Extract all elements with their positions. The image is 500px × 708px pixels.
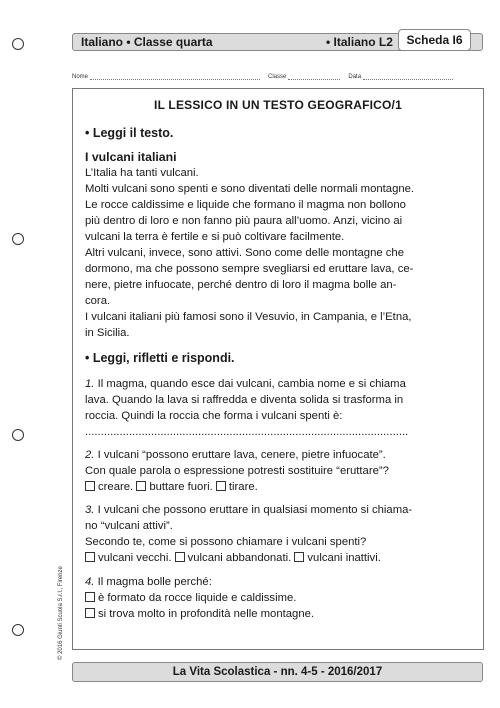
class-field[interactable] bbox=[288, 73, 340, 80]
subject-label: Italiano • Classe quarta bbox=[81, 35, 213, 49]
question-3: 3. I vulcani che possono eruttare in qualsiasi momento si chiama- no “vulcani attivi”. Secondo te, come si possono chiamare i vulcani spenti? vulcani vecchi. vulcani abbandonati. vulcani inattivi. bbox=[85, 504, 413, 564]
question-number: 4. bbox=[85, 576, 95, 588]
sheet-tab: Scheda I6 bbox=[398, 29, 471, 51]
text-line: dormono, ma che possono sempre svegliarsi ed eruttare lava, ce- bbox=[85, 263, 414, 275]
text-line: Molti vulcani sono spenti e sono diventati delle normali montagne. bbox=[85, 183, 415, 195]
text-line: Altri vulcani, invece, sono attivi. Sono come delle montagne che bbox=[85, 247, 404, 259]
text-line: Le rocce caldissime e liquide che formano il magma non bollono bbox=[85, 199, 406, 211]
text-line: L’Italia ha tanti vulcani. bbox=[85, 167, 199, 179]
answer-line[interactable]: ....................................................................................................... bbox=[85, 426, 409, 438]
checkbox[interactable] bbox=[85, 552, 95, 562]
student-fields bbox=[72, 66, 483, 80]
binder-hole-4 bbox=[12, 624, 24, 636]
checkbox[interactable] bbox=[136, 481, 146, 491]
question-number: 1. bbox=[85, 378, 95, 390]
reading-text bbox=[85, 149, 414, 341]
text-line: vulcani la terra è fertile e si può coltivare facilmente. bbox=[85, 231, 345, 243]
worksheet-title: IL LESSICO IN UN TESTO GEOGRAFICO/1 bbox=[154, 98, 402, 112]
worksheet-frame bbox=[72, 88, 484, 650]
checkbox[interactable] bbox=[294, 552, 304, 562]
checkbox[interactable] bbox=[216, 481, 226, 491]
binder-hole-2 bbox=[12, 233, 24, 245]
text-line: più dentro di loro e non fanno più paura all’uomo. Anzi, vicino ai bbox=[85, 215, 403, 227]
option-row: si trova molto in profondità nelle montagne. bbox=[85, 606, 314, 622]
course-label: • Italiano L2 bbox=[326, 35, 393, 49]
option-row: vulcani vecchi. vulcani abbandonati. vulcani inattivi. bbox=[85, 550, 412, 566]
question-4: 4. Il magma bolle perché: è formato da rocce liquide e caldissime. si trova molto in profondità nelle montagne. bbox=[85, 576, 315, 620]
date-field[interactable] bbox=[363, 73, 453, 80]
checkbox[interactable] bbox=[85, 608, 95, 618]
instruction-answer: • Leggi, rifletti e rispondi. bbox=[85, 351, 235, 365]
date-label: Data bbox=[348, 74, 362, 80]
binder-hole-1 bbox=[12, 38, 24, 50]
text-line: cora. bbox=[85, 295, 111, 307]
question-number: 3. bbox=[85, 504, 95, 516]
question-2: 2. I vulcani “possono eruttare lava, cenere, pietre infuocate”. Con quale parola o espressione potresti sostituire “eruttare”? creare. buttare fuori. tirare. bbox=[85, 449, 389, 493]
option-row: creare. buttare fuori. tirare. bbox=[85, 479, 389, 495]
question-1: 1. Il magma, quando esce dai vulcani, cambia nome e si chiama lava. Quando la lava si raffredda e diventa solida si trasforma in roccia. Quindi la roccia che forma i vulcani spenti è: ....................................................................................................... bbox=[85, 376, 465, 440]
instruction-read: • Leggi il testo. bbox=[85, 126, 174, 140]
name-field[interactable] bbox=[90, 73, 260, 80]
text-heading: I vulcani italiani bbox=[85, 150, 177, 164]
checkbox[interactable] bbox=[85, 481, 95, 491]
option-row: è formato da rocce liquide e caldissime. bbox=[85, 590, 314, 606]
text-line: in Sicilia. bbox=[85, 327, 130, 339]
footer-bar: La Vita Scolastica - nn. 4-5 - 2016/2017 bbox=[72, 662, 483, 682]
text-line: I vulcani italiani più famosi sono il Vesuvio, in Campania, e l’Etna, bbox=[85, 311, 412, 323]
text-line: nere, pietre infuocate, perché dentro di loro il magma bolle an- bbox=[85, 279, 397, 291]
copyright-notice: © 2016 Giunti Scuola S.r.l., Firenze bbox=[58, 566, 64, 660]
binder-hole-3 bbox=[12, 429, 24, 441]
class-label: Classe bbox=[268, 74, 287, 80]
question-number: 2. bbox=[85, 449, 95, 461]
checkbox[interactable] bbox=[175, 552, 185, 562]
checkbox[interactable] bbox=[85, 592, 95, 602]
name-label: Nome bbox=[72, 74, 89, 80]
